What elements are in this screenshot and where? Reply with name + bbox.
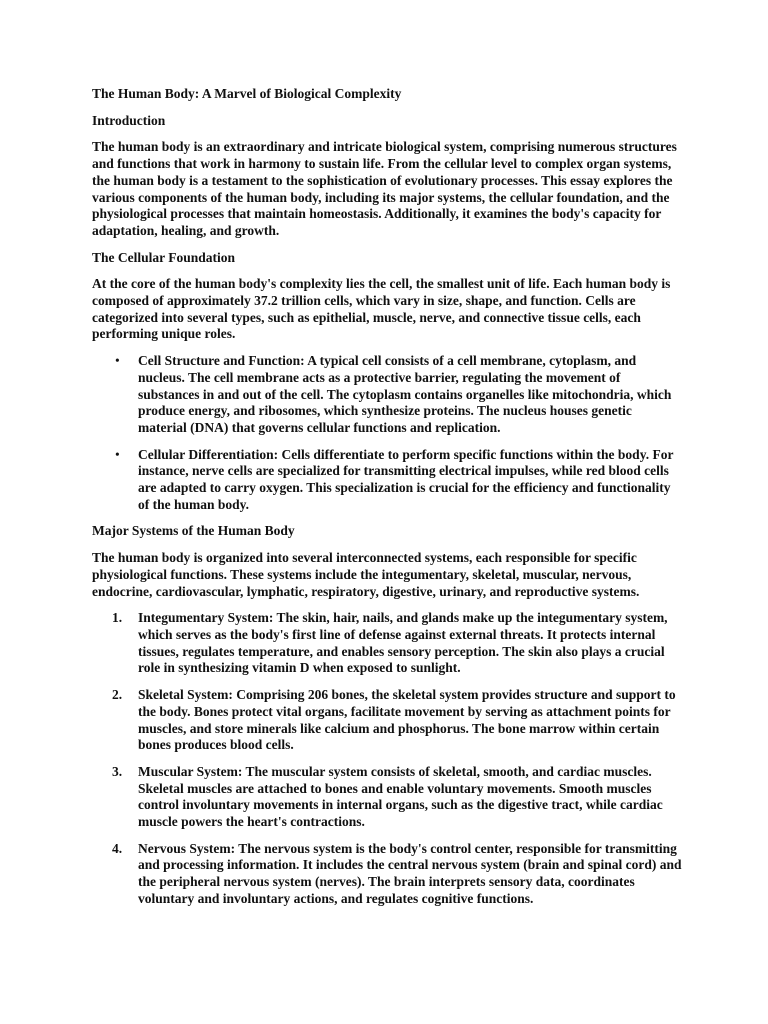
list-item bbox=[92, 353, 682, 437]
list-item bbox=[92, 610, 682, 677]
list-item bbox=[92, 764, 682, 831]
list-number: 3. bbox=[112, 763, 123, 779]
list-item bbox=[92, 447, 682, 514]
bullet-icon: • bbox=[115, 353, 120, 369]
list-item-text: Integumentary System: The skin, hair, nails, and glands make up the integumentary system, which serves as the body's first line of defense against external threats. It protects internal tissues, regulates temperature, and enables sensory perception. The skin also plays a crucial role in synthesizing vitamin D when exposed to sunlight. bbox=[138, 610, 668, 676]
list-item-text: Cell Structure and Function: A typical cell consists of a cell membrane, cytoplasm, and nucleus. The cell membrane acts as a protective barrier, regulating the movement of substances in and out of the cell. The cytoplasm contains organelles like mitochondria, which produce energy, and ribosomes, which synthesize proteins. The nucleus houses genetic material (DNA) that governs cellular functions and replication. bbox=[138, 353, 672, 435]
document-page bbox=[92, 86, 682, 918]
list-item-text: Cellular Differentiation: Cells differentiate to perform specific functions within the body. For instance, nerve cells are specialized for transmitting electrical impulses, while red blood cells are adapted to carry oxygen. This specialization is crucial for the efficiency and functionality of the human body. bbox=[138, 446, 674, 512]
section-heading-cellular-foundation: The Cellular Foundation bbox=[92, 249, 236, 265]
bullet-icon: • bbox=[115, 446, 120, 462]
major-systems-paragraph: The human body is organized into several interconnected systems, each responsible for specific physiological functions. These systems include the integumentary, skeletal, muscular, nervous, endocrine, cardiovascular, lymphatic, respiratory, digestive, urinary, and reproductive systems. bbox=[92, 550, 640, 599]
list-number: 4. bbox=[112, 840, 123, 856]
cellular-foundation-paragraph: At the core of the human body's complexity lies the cell, the smallest unit of life. Each human body is composed of approximately 37.2 trillion cells, which vary in size, shape, and function. Cells are categorized into several types, such as epithelial, muscle, nerve, and connective tissue cells, each performing unique roles. bbox=[92, 276, 671, 342]
section-heading-introduction: Introduction bbox=[92, 112, 166, 128]
section-heading-major-systems: Major Systems of the Human Body bbox=[92, 523, 295, 539]
list-item-text: Skeletal System: Comprising 206 bones, the skeletal system provides structure and support to the body. Bones protect vital organs, facilitate movement by serving as attachment points for muscles, and store minerals like calcium and phosphorus. The bone marrow within certain bones produces blood cells. bbox=[138, 687, 676, 753]
list-item bbox=[92, 841, 682, 908]
systems-numbered-list bbox=[92, 610, 682, 907]
introduction-paragraph: The human body is an extraordinary and intricate biological system, comprising numerous structures and functions that work in harmony to sustain life. From the cellular level to complex organ systems, the human body is a testament to the sophistication of evolutionary processes. This essay explores the various components of the human body, including its major systems, the cellular foundation, and the physiological processes that maintain homeostasis. Additionally, it examines the body's capacity for adaptation, healing, and growth. bbox=[92, 139, 677, 238]
list-number: 2. bbox=[112, 687, 123, 703]
document-title: The Human Body: A Marvel of Biological Complexity bbox=[92, 86, 402, 101]
cellular-bullet-list bbox=[92, 353, 682, 513]
list-number: 1. bbox=[112, 610, 123, 626]
list-item-text: Muscular System: The muscular system consists of skeletal, smooth, and cardiac muscles. Skeletal muscles are attached to bones and enable voluntary movements. Smooth muscles control involuntary movements in internal organs, such as the digestive tract, while cardiac muscle powers the heart's contractions. bbox=[138, 763, 663, 830]
list-item bbox=[92, 687, 682, 754]
list-item-text: Nervous System: The nervous system is the body's control center, responsible for transmitting and processing information. It includes the central nervous system (brain and spinal cord) and the peripheral nervous system (nerves). The brain interprets sensory data, coordinates voluntary and involuntary actions, and regulates cognitive functions. bbox=[138, 840, 682, 906]
